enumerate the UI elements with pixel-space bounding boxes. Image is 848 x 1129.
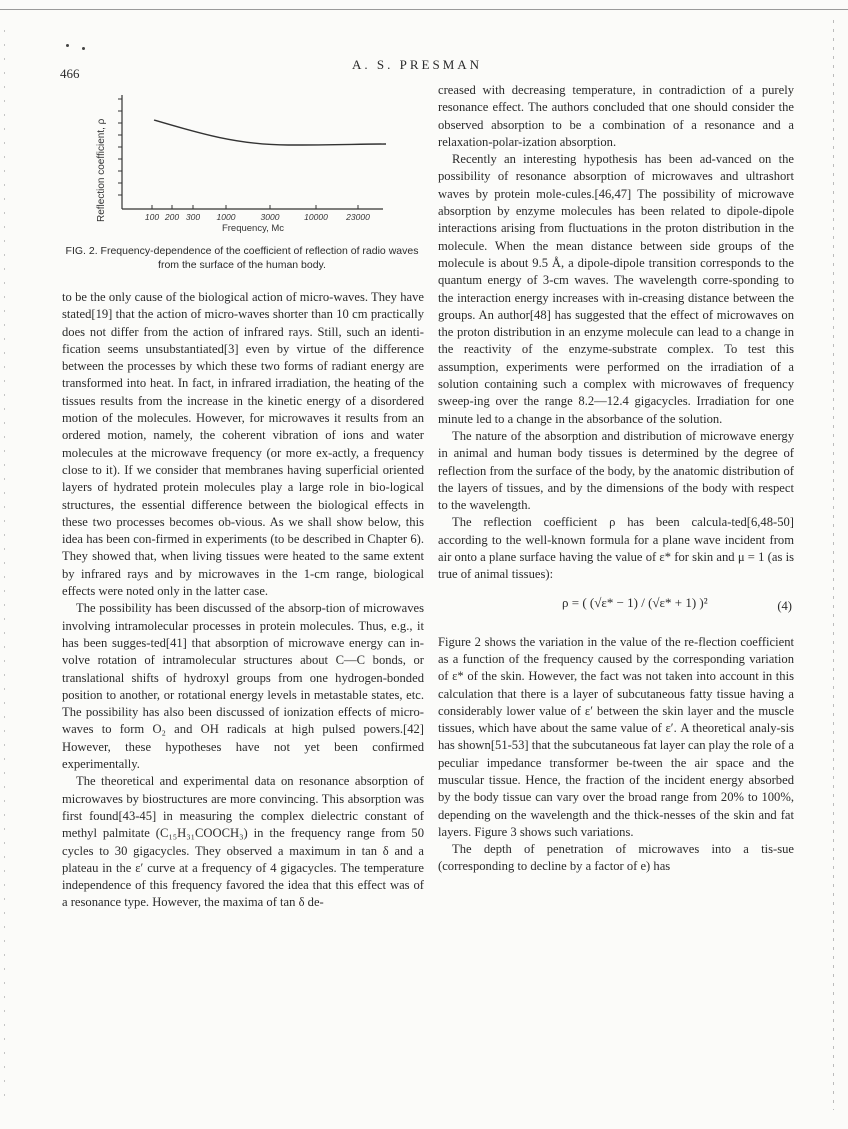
page-number: 466: [60, 66, 80, 81]
paragraph: The theoretical and experimental data on resonance absorption of microwaves by biostructures are more convincing. This absorption was first found[43-45] in measuring the complex dielectric constant of methyl palmitate (C₁₅H₃₁COOCH₃) in the frequency range from 50 cycles to 30 gigacycles. They observed a maximum in tan δ and a plateau in the ε′ curve at a frequency of 4 gigacycles. The temperature independence of this frequency favored the idea that this effect was of a resonance type. However, the maxima of tan δ de-: [62, 774, 424, 910]
x-tick-label: 300: [185, 212, 201, 222]
figure-caption: FIG. 2. Frequency-dependence of the coefficient of reflection of radio waves from the surface of the human body.: [65, 245, 419, 271]
x-tick-label: 200: [164, 212, 180, 222]
scan-speck: [66, 44, 69, 47]
paragraph: The depth of penetration of microwaves into a tis-sue (corresponding to decline by a factor of e) has: [438, 842, 794, 874]
left-column: [62, 289, 424, 912]
x-ticks: [152, 205, 358, 209]
equation-formula: ρ = ( (√ε* − 1) / (√ε* + 1) )²: [562, 594, 708, 610]
x-tick-label: 10000: [304, 212, 328, 222]
paragraph: Recently an interesting hypothesis has been ad-vanced on the possibility of resonance absorption of microwaves and ultrashort waves by protein mole-cules.[46,47] The possibility of microwave absorption by enzyme molecules has been related to dipole-dipole interactions arising from fluctuations in the proton distribution in the molecule. When the mean distance between side groups of the molecule is about 9.5 Å, a dipole-dipole transition corresponds to the quantum energy of 3-cm waves. The wavelength corre-sponding to the interaction energy increases with in-creasing distance between the groups. An author[48] has suggested that the effect of microwaves on the proton distribution in an enzyme molecule can lead to a change in the reactivity of the enzyme-substrate complex. To test this assumption, experiments were performed on the irradiation of a solution containing such a complex with microwaves of frequency sweep-ing over the range 8.2—12.4 gigacycles. Irradiation for one minute led to a change in the absorbance of the solution.: [438, 152, 794, 426]
paragraph: The reflection coefficient ρ has been calcula-ted[6,48-50] according to the well-known formula for a plane wave incident from air onto a plane surface having the value of ε* for skin and μ = 1 (as is true of animal tissues):: [438, 515, 794, 582]
x-tick-label: 100: [144, 212, 160, 222]
running-head: A. S. PRESMAN: [352, 57, 483, 72]
y-axis-label: Reflection coefficient, ρ: [96, 118, 107, 222]
scan-right-edge: [833, 20, 834, 1110]
reflection-chart: [88, 87, 418, 237]
x-tick-label: 3000: [260, 212, 280, 222]
paragraph: Figure 2 shows the variation in the value of the re-flection coefficient as a function of the frequency caused by the corresponding variation of ε* of the skin. However, the fact was not taken into account in this calculation that there is a layer of subcutaneous fatty tissue having a considerably lower value of ε′ between the skin layer and the muscle tissues, which have about the same value of ε′. A theoretical analy-sis has shown[51-53] that the subcutaneous fat layer can play the role of a peculiar impedance transformer be-tween the air space and the muscular tissue. Hence, the fraction of the incident energy absorbed by the body tissue can vary over the broad range from 20% to 100%, depending on the wavelength and the thick-nesses of the skin and fat layers. Figure 3 shows such variations.: [438, 634, 795, 839]
x-axis-label: Frequency, Mc: [221, 223, 285, 234]
scan-speck: [82, 47, 85, 50]
paragraph: The nature of the absorption and distribution of microwave energy in animal and human body tissues is determined by the degree of reflection from the surface of the body, by the anatomic distribution of the layers of tissues, and by the dimensions of the body with respect to the wavelength.: [438, 428, 794, 513]
figure-2: [88, 87, 418, 237]
paragraph: to be the only cause of the biological action of micro-waves. They have stated[19] that the action of micro-waves shorter than 10 cm practically does not differ from the action of infrared rays. Still, such an identi-fication seems unsubstantiated[3] even by virtue of the difference between the processes by which these two forms of radiant energy are transformed into heat. In fact, in infrared irradiation, the heating of the tissues results from the increase in the kinetic energy of a disordered motion of the molecules. However, for microwaves it results from an ordered motion, namely, the coherent vibration of ions and water molecules at the microwave frequency (or more ex-actly, a frequency close to it). If we consider that membranes having superficial oriented layers of hydrated protein molecules play a large role in bio-logical structures, the essential difference between the biological effects in these two processes becomes ob-vious. As we shall show below, this idea has been con-firmed in experiments (to be described in Chapter 6). They showed that, when living tissues were heated to the same extent by infrared rays and by microwaves in the 1-cm range, biological effects were noted only in the latter case.: [62, 290, 424, 599]
scan-top-border: [0, 9, 848, 10]
x-tick-label: 23000: [346, 212, 370, 222]
scan-left-edge: [4, 30, 5, 1100]
paragraph: creased with decreasing temperature, in contradiction of a purely resonance effect. The authors concluded that one should consider the observed absorption to be a combination of a resonance and a relaxation-polar-ization absorption.: [438, 83, 794, 149]
right-column: [438, 82, 794, 876]
x-tick-label: 1000: [216, 212, 236, 222]
paragraph: The possibility has been discussed of the absorp-tion of microwaves involving intramolecular processes in protein molecules. Thus, e.g., it has been sugges-ted[41] that absorption of microwave energy can in-volve rotation of intramolecular structures about C—C bonds, or translational shifts of hydroxyl groups from one hydrogen-bonded position to another, or rotational energy levels in metastable states, etc. The possibility has also been discussed of ionization effects of micro-waves to form O₂ and OH radicals at high pulsed powers.[42] However, these hypotheses have not yet been confirmed experimentally.: [62, 601, 424, 772]
equation-number: (4): [777, 598, 792, 613]
reflection-curve: [154, 120, 386, 145]
equation-4: [438, 588, 794, 628]
